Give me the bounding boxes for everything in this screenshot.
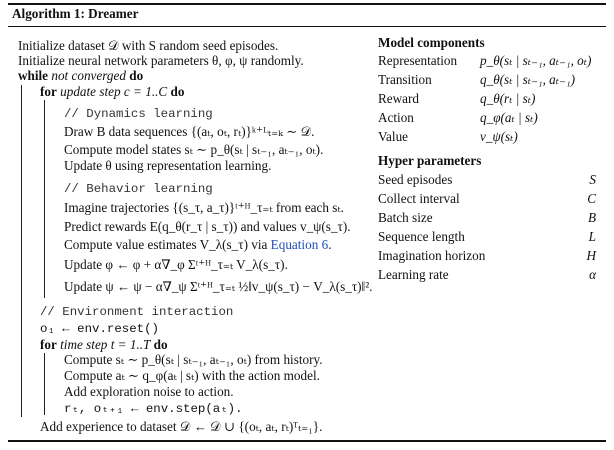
kw-do: do xyxy=(153,337,168,352)
kw-do: do xyxy=(170,84,185,99)
line-compute-action: Compute aₜ ∼ q_φ(aₜ | sₜ) with the action model. xyxy=(64,368,320,383)
hp-label-imagination-horizon: Imagination horizon xyxy=(378,248,486,263)
line-value-estimates xyxy=(64,237,331,253)
line-predict: Predict rewards E(q_θ(r_τ | s_τ)) and values v_ψ(s_τ). xyxy=(64,219,351,234)
mc-value-action: q_φ(aₜ | sₜ) xyxy=(480,110,538,125)
line-while xyxy=(18,68,143,84)
line-env-reset: o₁ ← env.reset() xyxy=(40,322,159,336)
while-scope-bar xyxy=(21,85,22,417)
line-for-time xyxy=(40,337,168,353)
hp-value-batch-size: B xyxy=(587,210,596,225)
mc-value-representation: p_θ(sₜ | sₜ₋₁, aₜ₋₁, oₜ) xyxy=(480,53,592,68)
line-model-states: Compute model states sₜ ∼ p_θ(sₜ | sₜ₋₁, aₜ₋₁, oₜ). xyxy=(64,142,324,157)
mc-label-reward: Reward xyxy=(378,91,420,106)
hp-label-batch-size: Batch size xyxy=(378,210,433,225)
while-condition: not converged xyxy=(51,68,126,83)
for-time-scope-bar xyxy=(44,353,45,415)
line-compute-state: Compute sₜ ∼ p_θ(sₜ | sₜ₋₁, aₜ₋₁, oₜ) from history. xyxy=(64,352,323,367)
line-update-phi: Update φ ← φ + α∇_φ Σᵗ⁺ᴴ_τ₌ₜ V_λ(s_τ). xyxy=(64,257,288,272)
mc-label-representation: Representation xyxy=(378,53,458,68)
comment-environment: // Environment interaction xyxy=(40,305,234,319)
line-exploration-noise: Add exploration noise to action. xyxy=(64,384,234,399)
line-imagine: Imagine trajectories {(s_τ, a_τ)}ᵗ⁺ᴴ_τ₌ₜ from each sₜ. xyxy=(64,200,344,215)
line-add-experience: Add experience to dataset 𝒟 ← 𝒟 ∪ {(oₜ, aₜ, rₜ)ᵀₜ₌₁}. xyxy=(40,419,323,434)
mc-value-value: v_ψ(sₜ) xyxy=(480,129,518,144)
top-rule xyxy=(8,3,606,5)
hp-label-seed-episodes: Seed episodes xyxy=(378,172,453,187)
value-est-text: Compute value estimates V_λ(s_τ) via xyxy=(64,237,268,252)
for-update-scope-bar xyxy=(44,100,45,298)
hp-label-sequence-length: Sequence length xyxy=(378,229,465,244)
algorithm-title: Algorithm 1: Dreamer xyxy=(12,6,139,21)
line-draw-sequences: Draw B data sequences {(aₜ, oₜ, rₜ)}ᵏ⁺ᴸₜ₌ₖ ∼ 𝒟. xyxy=(64,124,315,139)
value-est-period: . xyxy=(328,237,332,252)
hp-label-learning-rate: Learning rate xyxy=(378,267,449,282)
mc-label-action: Action xyxy=(378,110,414,125)
for-time-cond: time step xyxy=(60,337,108,352)
line-update-psi: Update ψ ← ψ − α∇_ψ Σᵗ⁺ᴴ_τ₌ₜ ½‖v_ψ(s_τ) − V_λ(s_τ)‖². xyxy=(64,279,373,294)
line-update-theta: Update θ using representation learning. xyxy=(64,158,272,173)
kw-while: while xyxy=(18,68,49,83)
bottom-rule xyxy=(8,440,606,442)
mc-label-value: Value xyxy=(378,129,409,144)
hyper-parameters-heading: Hyper parameters xyxy=(378,153,482,168)
line-init-params: Initialize neural network parameters θ, φ, ψ randomly. xyxy=(18,53,304,68)
kw-do: do xyxy=(129,68,144,83)
comment-dynamics: // Dynamics learning xyxy=(64,107,213,121)
kw-for: for xyxy=(40,84,57,99)
title-rule xyxy=(8,26,606,27)
line-for-update xyxy=(40,84,184,100)
comment-behavior: // Behavior learning xyxy=(64,182,213,196)
hp-value-seed-episodes: S xyxy=(589,172,596,187)
for-update-range: c = 1..C xyxy=(123,84,168,99)
mc-label-transition: Transition xyxy=(378,72,432,87)
hp-value-learning-rate: α xyxy=(589,267,596,282)
kw-for: for xyxy=(40,337,57,352)
hp-value-collect-interval: C xyxy=(587,191,596,206)
hp-value-imagination-horizon: H xyxy=(586,248,596,263)
hp-label-collect-interval: Collect interval xyxy=(378,191,460,206)
hp-value-sequence-length: L xyxy=(588,229,596,244)
for-update-cond: update step xyxy=(60,84,121,99)
line-init-dataset: Initialize dataset 𝒟 with S random seed episodes. xyxy=(18,38,279,53)
mc-value-reward: q_θ(rₜ | sₜ) xyxy=(480,91,536,106)
for-time-range: t = 1..T xyxy=(110,337,151,352)
mc-value-transition: q_θ(sₜ | sₜ₋₁, aₜ₋₁) xyxy=(480,72,575,87)
model-components-heading: Model components xyxy=(378,35,485,50)
line-env-step: rₜ, oₜ₊₁ ← env.step(aₜ). xyxy=(64,402,243,416)
equation-link[interactable]: Equation 6 xyxy=(270,237,329,252)
